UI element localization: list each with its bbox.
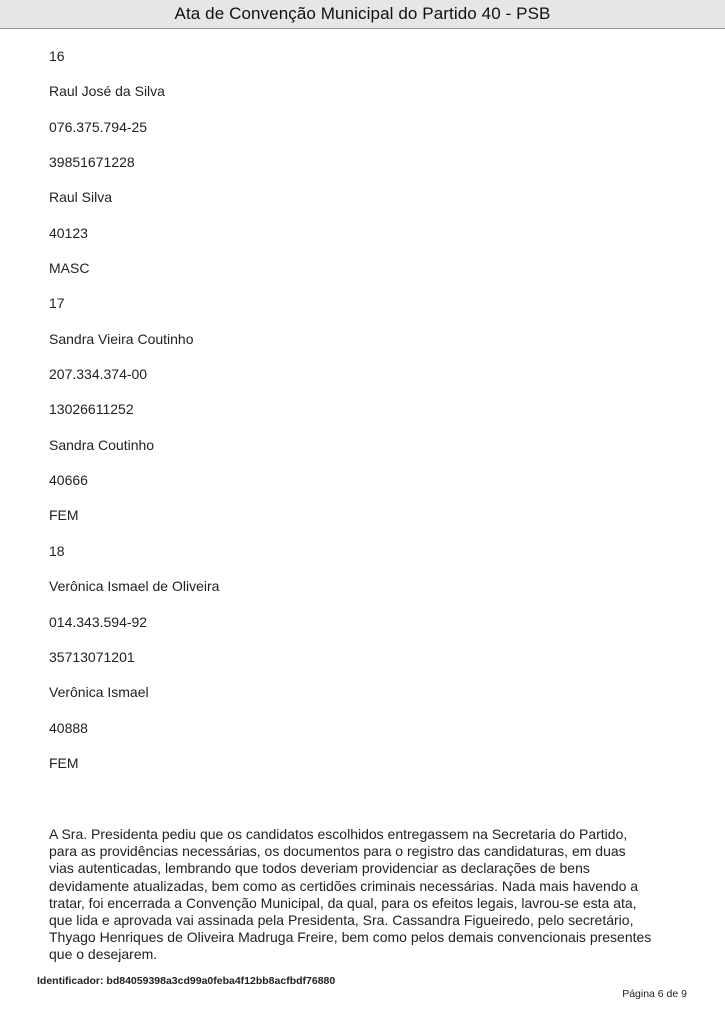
document-identifier: Identificador: bd84059398a3cd99a0feba4f12bb8acfbdf76880 [37,975,336,987]
entry-line: Raul Silva [49,189,113,206]
entry-line: Sandra Coutinho [49,436,155,453]
entry-line: 076.375.794-25 [49,118,148,135]
entry-line: Verônica Ismael de Oliveira [49,578,220,595]
page-number: Página 6 de 9 [622,988,687,1000]
entry-line: 13026611252 [49,401,134,418]
entry-line: 35713071201 [49,648,135,665]
entry-line: 207.334.374-00 [49,366,148,383]
entry-line: Verônica Ismael [49,684,149,701]
entry-line: 40888 [49,719,88,736]
document-title: Ata de Convenção Municipal do Partido 40 - PSB [174,4,551,23]
document-header [0,0,725,29]
closing-line: devidamente atualizadas, bem como as certidões criminais necessárias. Nada mais havendo a [49,877,639,894]
closing-line: que lida e aprovada vai assinada pela Presidenta, Sra. Cassandra Figueiredo, pelo secretário, [49,912,634,929]
closing-line: que o desejarem. [49,946,158,963]
entry-line: MASC [49,260,90,277]
entry-line: Raul José da Silva [49,83,165,100]
entry-line: 014.343.594-92 [49,613,148,630]
entry-line: Sandra Vieira Coutinho [49,330,194,347]
entry-line: 40666 [49,472,88,489]
entry-line: FEM [49,507,79,524]
entry-line: 39851671228 [49,154,135,171]
entry-line: FEM [49,754,79,771]
closing-line: vias autenticadas, lembrando que todos deveriam providenciar as declarações de bens [49,860,590,877]
entry-line: 17 [49,295,65,312]
closing-line: tratar, foi encerrada a Convenção Municipal, da qual, para os efeitos legais, lavrou-se esta ata, [49,894,637,911]
closing-paragraph [49,826,669,964]
entry-line: 40123 [49,224,88,241]
closing-line: A Sra. Presidenta pediu que os candidatos escolhidos entregassem na Secretaria do Partido, [49,826,628,842]
entry-line: 18 [49,542,65,559]
entry-line: 16 [49,48,65,64]
closing-line: para as providências necessárias, os documentos para o registro das candidaturas, em duas [49,843,626,860]
closing-line: Thyago Henriques de Oliveira Madruga Freire, bem como pelos demais convencionais presentes [49,929,652,946]
candidate-entries [49,48,219,790]
